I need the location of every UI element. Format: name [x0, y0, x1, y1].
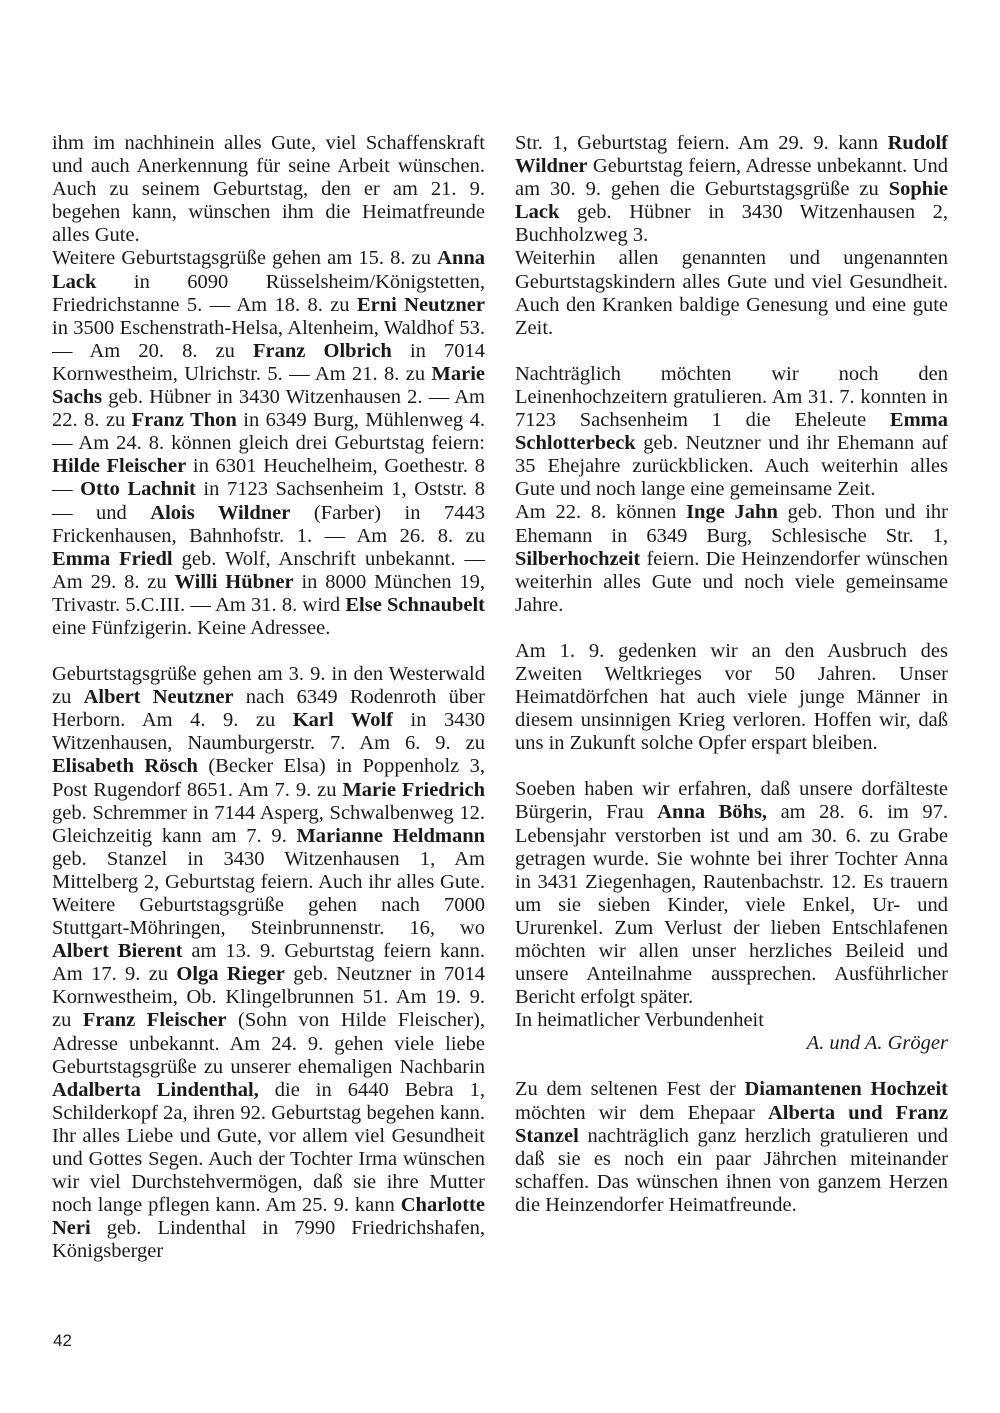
text-run: Geburtstag feiern, Adresse unbekannt. Und am 30. 9. gehen die Geburtstagsgrüße zu	[515, 155, 948, 201]
text-run: in 8000 München 19, Trivastr. 5.C.III. — Am 31. 8. wird	[52, 570, 485, 616]
bold-name: Marianne Heldmann	[296, 824, 485, 847]
text-run: geb. Lindenthal in 7990 Friedrichshafen, Königsberger	[52, 1217, 485, 1263]
paragraph	[515, 1009, 948, 1032]
text-run: am 28. 6. im 97. Lebensjahr verstorben ist und am 30. 6. zu Grabe getragen wurde. Sie wohnte bei ihrer Tochter Anna in 3431 Ziegenhagen, Rautenbachstr. 12. Es trauern um sie sieben Kinder, viele Enkel, Ur- und Ururenkel. Zum Verlust der lieben Entschlafenen möchten wir allen unser herzliches Beileid und unsere Anteilnahme aussprechen. Ausführlicher Bericht erfolgt später.	[515, 801, 948, 1009]
bold-name: Marie Friedrich	[342, 778, 485, 801]
paragraph	[515, 247, 948, 339]
text-run: geb. Neutzner in 7014 Kornwestheim, Ob. Klingelbrunnen 51. Am 19. 9. zu	[52, 963, 485, 1032]
bold-name: Anna Böhs,	[657, 801, 768, 824]
bold-name: Willi Hübner	[174, 570, 294, 593]
text-run: (Sohn von Hilde Fleischer), Adresse unbekannt. Am 24. 9. gehen viele liebe Geburtstagsgrüße zu unserer ehemaligen Nachbarin	[52, 1009, 485, 1078]
text-run: Str. 1, Geburtstag feiern. Am 29. 9. kann	[515, 132, 888, 154]
text-run: Zu dem seltenen Fest der	[515, 1078, 745, 1101]
bold-name: Otto Lachnit	[80, 478, 196, 501]
text-run: die in 6440 Bebra 1, Schilderkopf 2a, ihren 92. Geburtstag begehen kann. Ihr alles Liebe und Gute, vor allem viel Gesundheit und Gottes Segen. Auch der Tochter Irma wünschen wir viel Durchstehvermögen, daß sie ihre Mutter noch lange pflegen kann. Am 25. 9. kann	[52, 1078, 485, 1217]
bold-name: Erni Neutzner	[356, 293, 486, 316]
text-run: in 6349 Burg, Mühlenweg 4. — Am 24. 8. können gleich drei Geburtstag feiern:	[52, 409, 485, 455]
text-run: nachträglich ganz herzlich gratulieren und daß sie es noch ein paar Jährchen miteinander schaffen. Das wünschen ihnen von ganzem Herzen die Heinzendorfer Heimatfreunde.	[515, 1124, 948, 1216]
text-run: in 7014 Kornwestheim, Ulrichstr. 5. — Am 21. 8. zu	[52, 339, 486, 385]
bold-name: Diamantenen Hochzeit	[744, 1078, 948, 1101]
page-number: 42	[53, 1331, 72, 1350]
paragraph	[52, 663, 485, 1263]
text-run: Soeben haben wir erfahren, daß unsere dorfälteste Bürgerin, Frau	[515, 778, 948, 824]
bold-name: Alberta und Franz Stanzel	[515, 1101, 948, 1147]
bold-name: Albert Bierent	[52, 940, 183, 963]
text-run: In heimatlicher Verbundenheit	[515, 1009, 764, 1032]
text-run: geb. Neutzner und ihr Ehemann auf 35 Ehejahre zurückblicken. Auch weiterhin alles Gute und noch lange eine gemeinsame Zeit.	[515, 432, 948, 501]
text-run: Am 1. 9. gedenken wir an den Ausbruch des Zweiten Weltkrieges vor 50 Jahren. Unser Heimatdörfchen hat auch viele junge Männer in diesem unsinnigen Krieg verloren. Hoffen wir, daß uns in Zukunft solche Opfer erspart bleiben.	[515, 639, 948, 755]
paragraph-gap	[515, 755, 948, 778]
text-run: in 6090 Rüsselsheim/Königstetten, Friedrichstanne 5. — Am 18. 8. zu	[52, 270, 485, 316]
text-run: geb. Thon und ihr Ehemann in 6349 Burg, Schlesische Str. 1,	[515, 501, 948, 547]
bold-name: Marie Sachs	[52, 362, 485, 409]
text-run: geb. Schremmer in 7144 Asperg, Schwalbenweg 12. Gleichzeitig kann am 7. 9.	[52, 801, 485, 847]
left-column	[52, 132, 485, 1264]
text-run: am 13. 9. Geburtstag feiern kann. Am 17. 9. zu	[52, 940, 485, 986]
text-run: geb. Stanzel in 3430 Witzenhausen 1, Am Mittelberg 2, Geburtstag feiern. Auch ihr alles Gute. Weitere Geburtstagsgrüße gehen nach 7000 Stuttgart-Möhringen, Steinbrunnenstr. 16, wo	[52, 847, 485, 940]
text-run: Weiterhin allen genannten und ungenannten Geburtstagskindern alles Gute und viel Gesundheit. Auch den Kranken baldige Genesung und eine gute Zeit.	[515, 247, 948, 339]
paragraph-gap	[515, 340, 948, 363]
bold-name: Else Schnaubelt	[345, 593, 486, 616]
bold-name: Rudolf Wildner	[515, 132, 948, 178]
text-run: in 6301 Heuchelheim, Goethestr. 8 —	[52, 455, 485, 501]
bold-name: Adalberta Lindenthal,	[52, 1078, 259, 1101]
paragraph	[52, 132, 485, 247]
paragraph-gap	[515, 617, 948, 640]
bold-name: Franz Olbrich	[253, 339, 392, 362]
right-column	[515, 132, 948, 1217]
text-run: (Becker Elsa) in Poppenholz 3, Post Rugendorf 8651. Am 7. 9. zu	[52, 755, 486, 801]
bold-name: Elisabeth Rösch	[52, 755, 198, 778]
paragraph-gap	[52, 640, 485, 663]
text-run: in 3500 Eschenstrath-Helsa, Altenheim, Waldhof 53. — Am 20. 8. zu	[52, 316, 485, 362]
bold-name: Albert Neutzner	[83, 686, 234, 709]
bold-name: Sophie Lack	[515, 178, 948, 224]
paragraph	[515, 501, 948, 616]
bold-name: Franz Thon	[131, 409, 237, 432]
paragraph	[515, 363, 948, 502]
text-run: geb. Hübner in 3430 Witzenhausen 2. — Am 22. 8. zu	[52, 386, 485, 432]
text-run: geb. Wolf, Anschrift unbekannt. — Am 29. 8. zu	[52, 547, 485, 593]
text-run: eine Fünfzigerin. Keine Adressee.	[52, 616, 331, 639]
paragraph	[515, 640, 948, 755]
paragraph-gap	[515, 1055, 948, 1078]
paragraph	[52, 247, 485, 640]
text-run: geb. Hübner in 3430 Witzenhausen 2, Buchholzweg 3.	[515, 201, 948, 247]
text-run: nach 6349 Rodenroth über Herborn. Am 4. 9. zu	[52, 686, 486, 732]
bold-name: Charlotte Neri	[52, 1194, 485, 1240]
paragraph	[515, 778, 948, 1009]
bold-name: Olga Rieger	[176, 963, 285, 986]
bold-name: Karl Wolf	[292, 709, 394, 732]
bold-name: Franz Fleischer	[82, 1009, 227, 1032]
bold-name: Anna Lack	[52, 247, 485, 293]
signature: A. und A. Gröger	[806, 1032, 948, 1055]
text-run: Weitere Geburtstagsgrüße gehen am 15. 8. zu	[52, 247, 438, 270]
text-run: Geburtstagsgrüße gehen am 3. 9. in den Westerwald zu	[52, 663, 485, 709]
bold-name: Emma Friedl	[52, 547, 173, 570]
bold-name: Silberhochzeit	[515, 547, 641, 570]
text-run: möchten wir dem Ehepaar	[515, 1101, 768, 1124]
text-run: (Farber) in 7443 Frickenhausen, Bahnhofstr. 1. — Am 26. 8. zu	[52, 501, 486, 547]
text-run: ihm im nachhinein alles Gute, viel Schaffenskraft und auch Anerkennung für seine Arbeit wünschen. Auch zu seinem Geburtstag, den er am 21. 9. begehen kann, wünschen ihm die Heimatfreunde alles Gute.	[52, 132, 485, 247]
text-run: Am 22. 8. können	[515, 501, 687, 524]
bold-name: Inge Jahn	[686, 501, 778, 524]
paragraph	[515, 132, 948, 247]
text-run: feiern. Die Heinzendorfer wünschen weiterhin alles Gute und noch viele gemeinsame Jahre.	[515, 547, 948, 616]
closing-paragraph	[515, 1078, 948, 1217]
right-column-paragraphs	[515, 132, 948, 1032]
text-run: in 3430 Witzenhausen, Naumburgerstr. 7. Am 6. 9. zu	[52, 709, 485, 755]
bold-name: Alois Wildner	[150, 501, 291, 524]
text-run: in 7123 Sachsenheim 1, Oststr. 8 — und	[52, 478, 486, 524]
bold-name: Emma Schlotterbeck	[515, 409, 948, 455]
text-run: Nachträglich möchten wir noch den Leinenhochzeitern gratulieren. Am 31. 7. konnten in 7123 Sachsenheim 1 die Eheleute	[515, 362, 948, 432]
bold-name: Hilde Fleischer	[52, 455, 187, 478]
